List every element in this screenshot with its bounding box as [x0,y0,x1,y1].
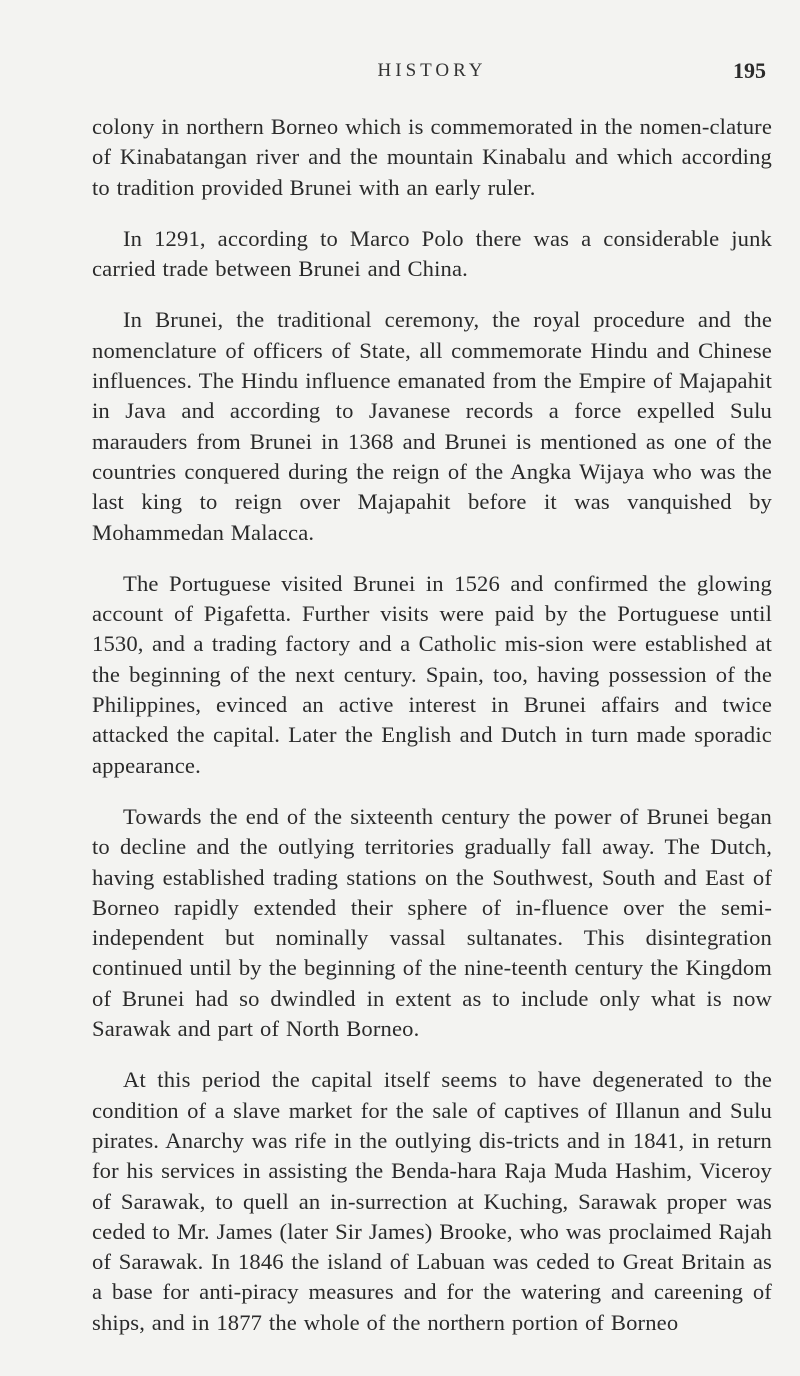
page-header [92,60,772,92]
paragraph: The Portuguese visited Brunei in 1526 and confirmed the glowing account of Pigafetta. Further visits were paid by the Portuguese until 1530, and a trading factory and a Catholic mis-sion were established at the beginning of the next century. Spain, too, having possession of the Philippines, evinced an active interest in Brunei affairs and twice attacked the capital. Later the English and Dutch in turn made sporadic appearance. [92,570,772,778]
paragraph: Towards the end of the sixteenth century the power of Brunei began to decline and the outlying territories gradually fall away. The Dutch, having established trading stations on the Southwest, South and East of Borneo rapidly extended their sphere of in-fluence over the semi-independent but nominally vassal sultanates. This disintegration continued until by the beginning of the nine-teenth century the Kingdom of Brunei had so dwindled in extent as to include only what is now Sarawak and part of North Borneo. [92,803,772,1042]
paragraph: At this period the capital itself seems to have degenerated to the condition of a slave market for the sale of captives of Illanun and Sulu pirates. Anarchy was rife in the outlying dis-tricts and in 1841, in return for his services in assisting the Benda-hara Raja Muda Hashim, Viceroy of Sarawak, to quell an in-surrection at Kuching, Sarawak proper was ceded to Mr. James (later Sir James) Brooke, who was proclaimed Rajah of Sarawak. In 1846 the island of Labuan was ceded to Great Britain as a base for anti-piracy measures and for the watering and careening of ships, and in 1877 the whole of the northern portion of Borneo [92,1067,772,1335]
paragraph-continued: colony in northern Borneo which is commemorated in the nomen-clature of Kinabatangan river and the mountain Kinabalu and which according to tradition provided Brunei with an early ruler. [92,114,772,200]
body-text [92,112,772,1359]
page-number: 195 [733,58,766,83]
running-head: HISTORY [377,60,487,81]
paragraph: In Brunei, the traditional ceremony, the royal procedure and the nomenclature of officers of State, all commemorate Hindu and Chinese influences. The Hindu influence emanated from the Empire of Majapahit in Java and according to Javanese records a force expelled Sulu marauders from Brunei in 1368 and Brunei is mentioned as one of the countries conquered during the reign of the Angka Wijaya who was the last king to reign over Majapahit before it was vanquished by Mohammedan Malacca. [92,307,772,545]
paragraph: In 1291, according to Marco Polo there was a considerable junk carried trade between Brunei and China. [92,225,772,282]
